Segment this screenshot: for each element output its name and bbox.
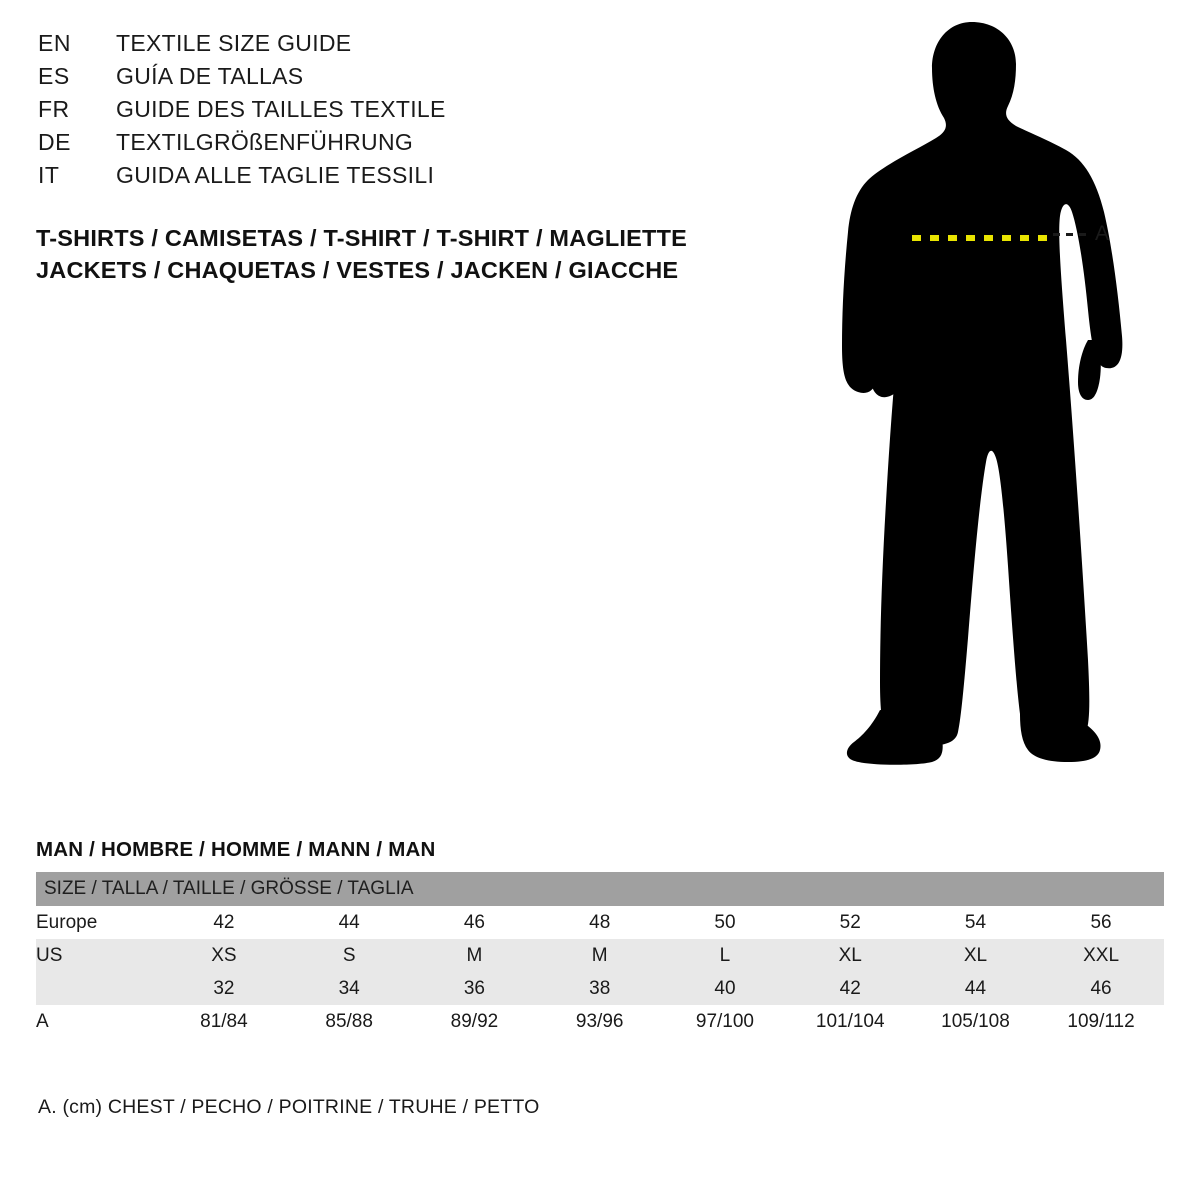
language-title: TEXTILE SIZE GUIDE [116, 30, 352, 56]
measure-leader-line [1053, 233, 1087, 236]
table-cell: L [662, 939, 787, 972]
table-cell: 52 [788, 906, 913, 939]
language-list [38, 30, 758, 195]
table-cell: M [537, 939, 662, 972]
silhouette-shape [842, 22, 1122, 765]
table-cell: 97/100 [662, 1005, 787, 1038]
category-jackets: JACKETS / CHAQUETAS / VESTES / JACKEN / GIACCHE [36, 257, 679, 283]
table-cell: M [412, 939, 537, 972]
table-cell: 42 [161, 906, 286, 939]
table-row [36, 906, 1164, 939]
table-cell: 105/108 [913, 1005, 1038, 1038]
language-code: IT [38, 162, 60, 188]
table-cell: 44 [913, 972, 1038, 1005]
table-cell: 109/112 [1038, 1005, 1164, 1038]
language-title: GUIDA ALLE TAGLIE TESSILI [116, 162, 435, 188]
language-code: ES [38, 63, 70, 89]
table-row [36, 1005, 1164, 1038]
table-cell: XS [161, 939, 286, 972]
body-silhouette-figure [820, 10, 1180, 800]
table-header-label: SIZE / TALLA / TAILLE / GRÖSSE / TAGLIA [36, 872, 1164, 906]
table-cell: 50 [662, 906, 787, 939]
table-cell: 54 [913, 906, 1038, 939]
language-row [38, 162, 758, 195]
size-table-section [36, 838, 1164, 1038]
table-cell: 46 [1038, 972, 1164, 1005]
table-cell: 36 [412, 972, 537, 1005]
table-cell: 32 [161, 972, 286, 1005]
language-code: DE [38, 129, 71, 155]
row-label: Europe [36, 906, 161, 939]
language-row [38, 129, 758, 162]
table-cell: 46 [412, 906, 537, 939]
language-title: TEXTILGRÖßENFÜHRUNG [116, 129, 414, 155]
table-cell: 38 [537, 972, 662, 1005]
table-cell: 56 [1038, 906, 1164, 939]
table-cell: 81/84 [161, 1005, 286, 1038]
language-row [38, 30, 758, 63]
measurement-footnote: A. (cm) CHEST / PECHO / POITRINE / TRUHE / PETTO [38, 1096, 540, 1118]
table-cell: 101/104 [788, 1005, 913, 1038]
row-label: US [36, 939, 161, 972]
table-cell: S [287, 939, 412, 972]
table-cell: XL [788, 939, 913, 972]
language-code: FR [38, 96, 70, 122]
table-cell: 44 [287, 906, 412, 939]
measure-label-a: A [1095, 222, 1110, 245]
silhouette-svg [820, 10, 1180, 800]
table-group-title: MAN / HOMBRE / HOMME / MANN / MAN [36, 838, 436, 861]
table-cell: 42 [788, 972, 913, 1005]
table-cell: 40 [662, 972, 787, 1005]
table-header-row [36, 872, 1164, 906]
garment-categories [36, 222, 796, 286]
language-row [38, 63, 758, 96]
table-cell: 93/96 [537, 1005, 662, 1038]
table-row [36, 939, 1164, 972]
row-label [36, 972, 161, 1005]
row-label: A [36, 1005, 161, 1038]
table-row [36, 972, 1164, 1005]
language-title: GUÍA DE TALLAS [116, 63, 304, 89]
table-cell: XL [913, 939, 1038, 972]
table-cell: XXL [1038, 939, 1164, 972]
language-title: GUIDE DES TAILLES TEXTILE [116, 96, 446, 122]
table-cell: 34 [287, 972, 412, 1005]
language-row [38, 96, 758, 129]
category-tshirts: T-SHIRTS / CAMISETAS / T-SHIRT / T-SHIRT / MAGLIETTE [36, 225, 687, 251]
size-table [36, 872, 1164, 1038]
language-code: EN [38, 30, 71, 56]
table-cell: 89/92 [412, 1005, 537, 1038]
table-cell: 48 [537, 906, 662, 939]
table-cell: 85/88 [287, 1005, 412, 1038]
